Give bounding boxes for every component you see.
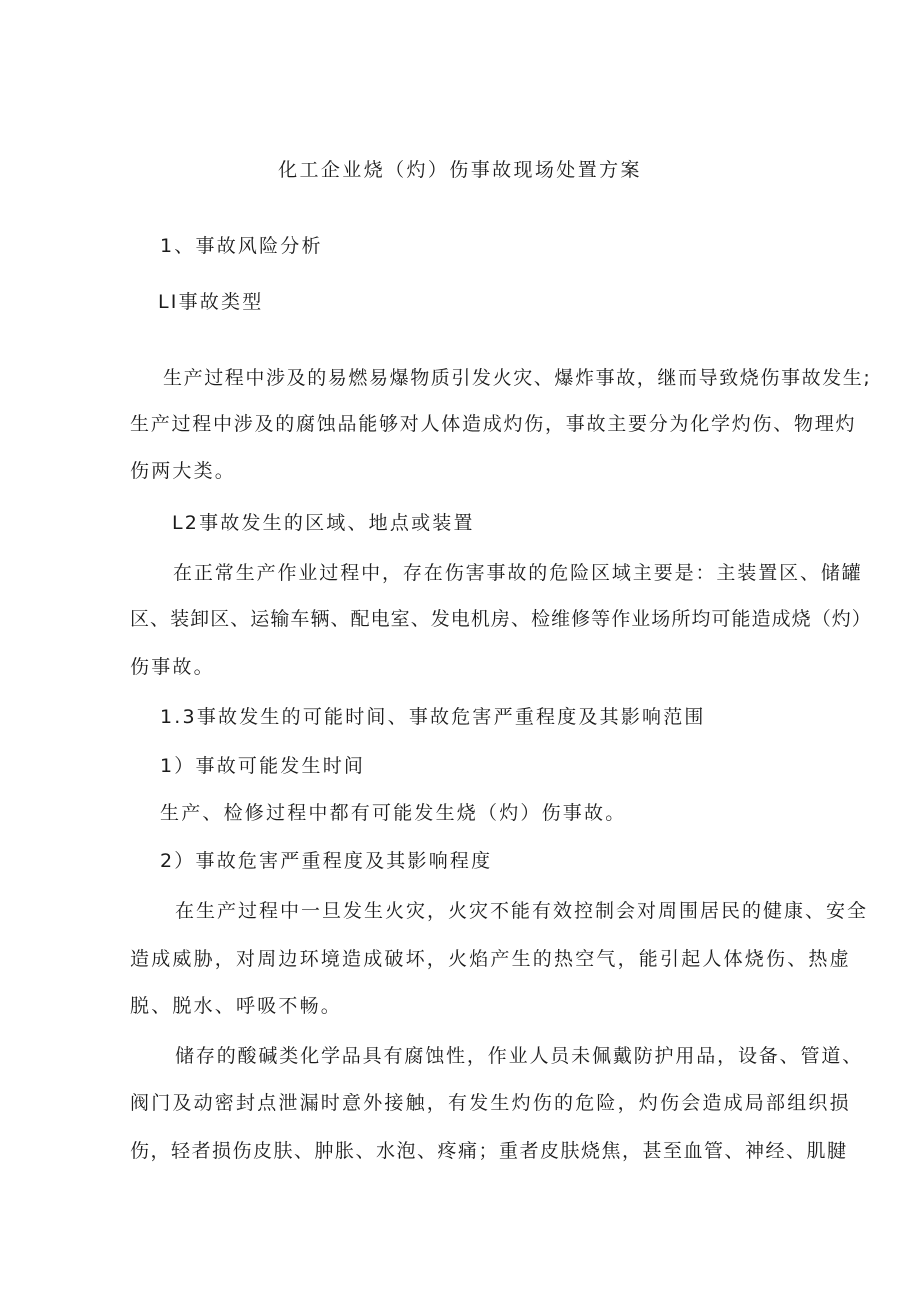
paragraph-line: 脱、脱水、呼吸不畅。 (130, 995, 343, 1017)
paragraph-line: 生产过程中涉及的腐蚀品能够对人体造成灼伤，事故主要分为化学灼伤、物理灼 (130, 413, 857, 435)
subsection-heading-1-2: L2事故发生的区域、地点或装置 (172, 512, 475, 534)
paragraph-line: 伤两大类。 (130, 460, 237, 482)
paragraph-line: 伤，轻者损伤皮肤、肿胀、水泡、疼痛；重者皮肤烧焦，甚至血管、神经、肌腱 (130, 1140, 848, 1162)
subsection-heading-1-1: LI事故类型 (158, 291, 264, 313)
paragraph-line: 在正常生产作业过程中，存在伤害事故的危险区域主要是：主装置区、储罐 (173, 562, 863, 584)
subsection-heading-1-3: 1.3事故发生的可能时间、事故危害严重程度及其影响范围 (160, 706, 706, 728)
list-heading-1: 1）事故可能发生时间 (160, 755, 366, 777)
paragraph-line: 区、装卸区、运输车辆、配电室、发电机房、检维修等作业场所均可能造成烧（灼） (130, 608, 872, 630)
paragraph-line: 在生产过程中一旦发生火灾，火灾不能有效控制会对周围居民的健康、安全 (175, 900, 869, 922)
paragraph-line: 阀门及动密封点泄漏时意外接触，有发生灼伤的危险，灼伤会造成局部组织损 (130, 1092, 851, 1114)
paragraph-line: 生产过程中涉及的易燃易爆物质引发火灾、爆炸事故，继而导致烧伤事故发生; (163, 367, 872, 389)
list-heading-2: 2）事故危害严重程度及其影响程度 (160, 850, 493, 872)
document-title: 化工企业烧（灼）伤事故现场处置方案 (278, 159, 642, 181)
paragraph-line: 储存的酸碱类化学品具有腐蚀性，作业人员未佩戴防护用品，设备、管道、 (175, 1045, 864, 1067)
paragraph-line: 生产、检修过程中都有可能发生烧（灼）伤事故。 (160, 802, 627, 824)
paragraph-line: 伤事故。 (130, 656, 215, 678)
section-heading-1: 1、事故风险分析 (160, 235, 323, 257)
paragraph-line: 造成威胁，对周边环境造成破坏，火焰产生的热空气，能引起人体烧伤、热虚 (130, 948, 851, 970)
